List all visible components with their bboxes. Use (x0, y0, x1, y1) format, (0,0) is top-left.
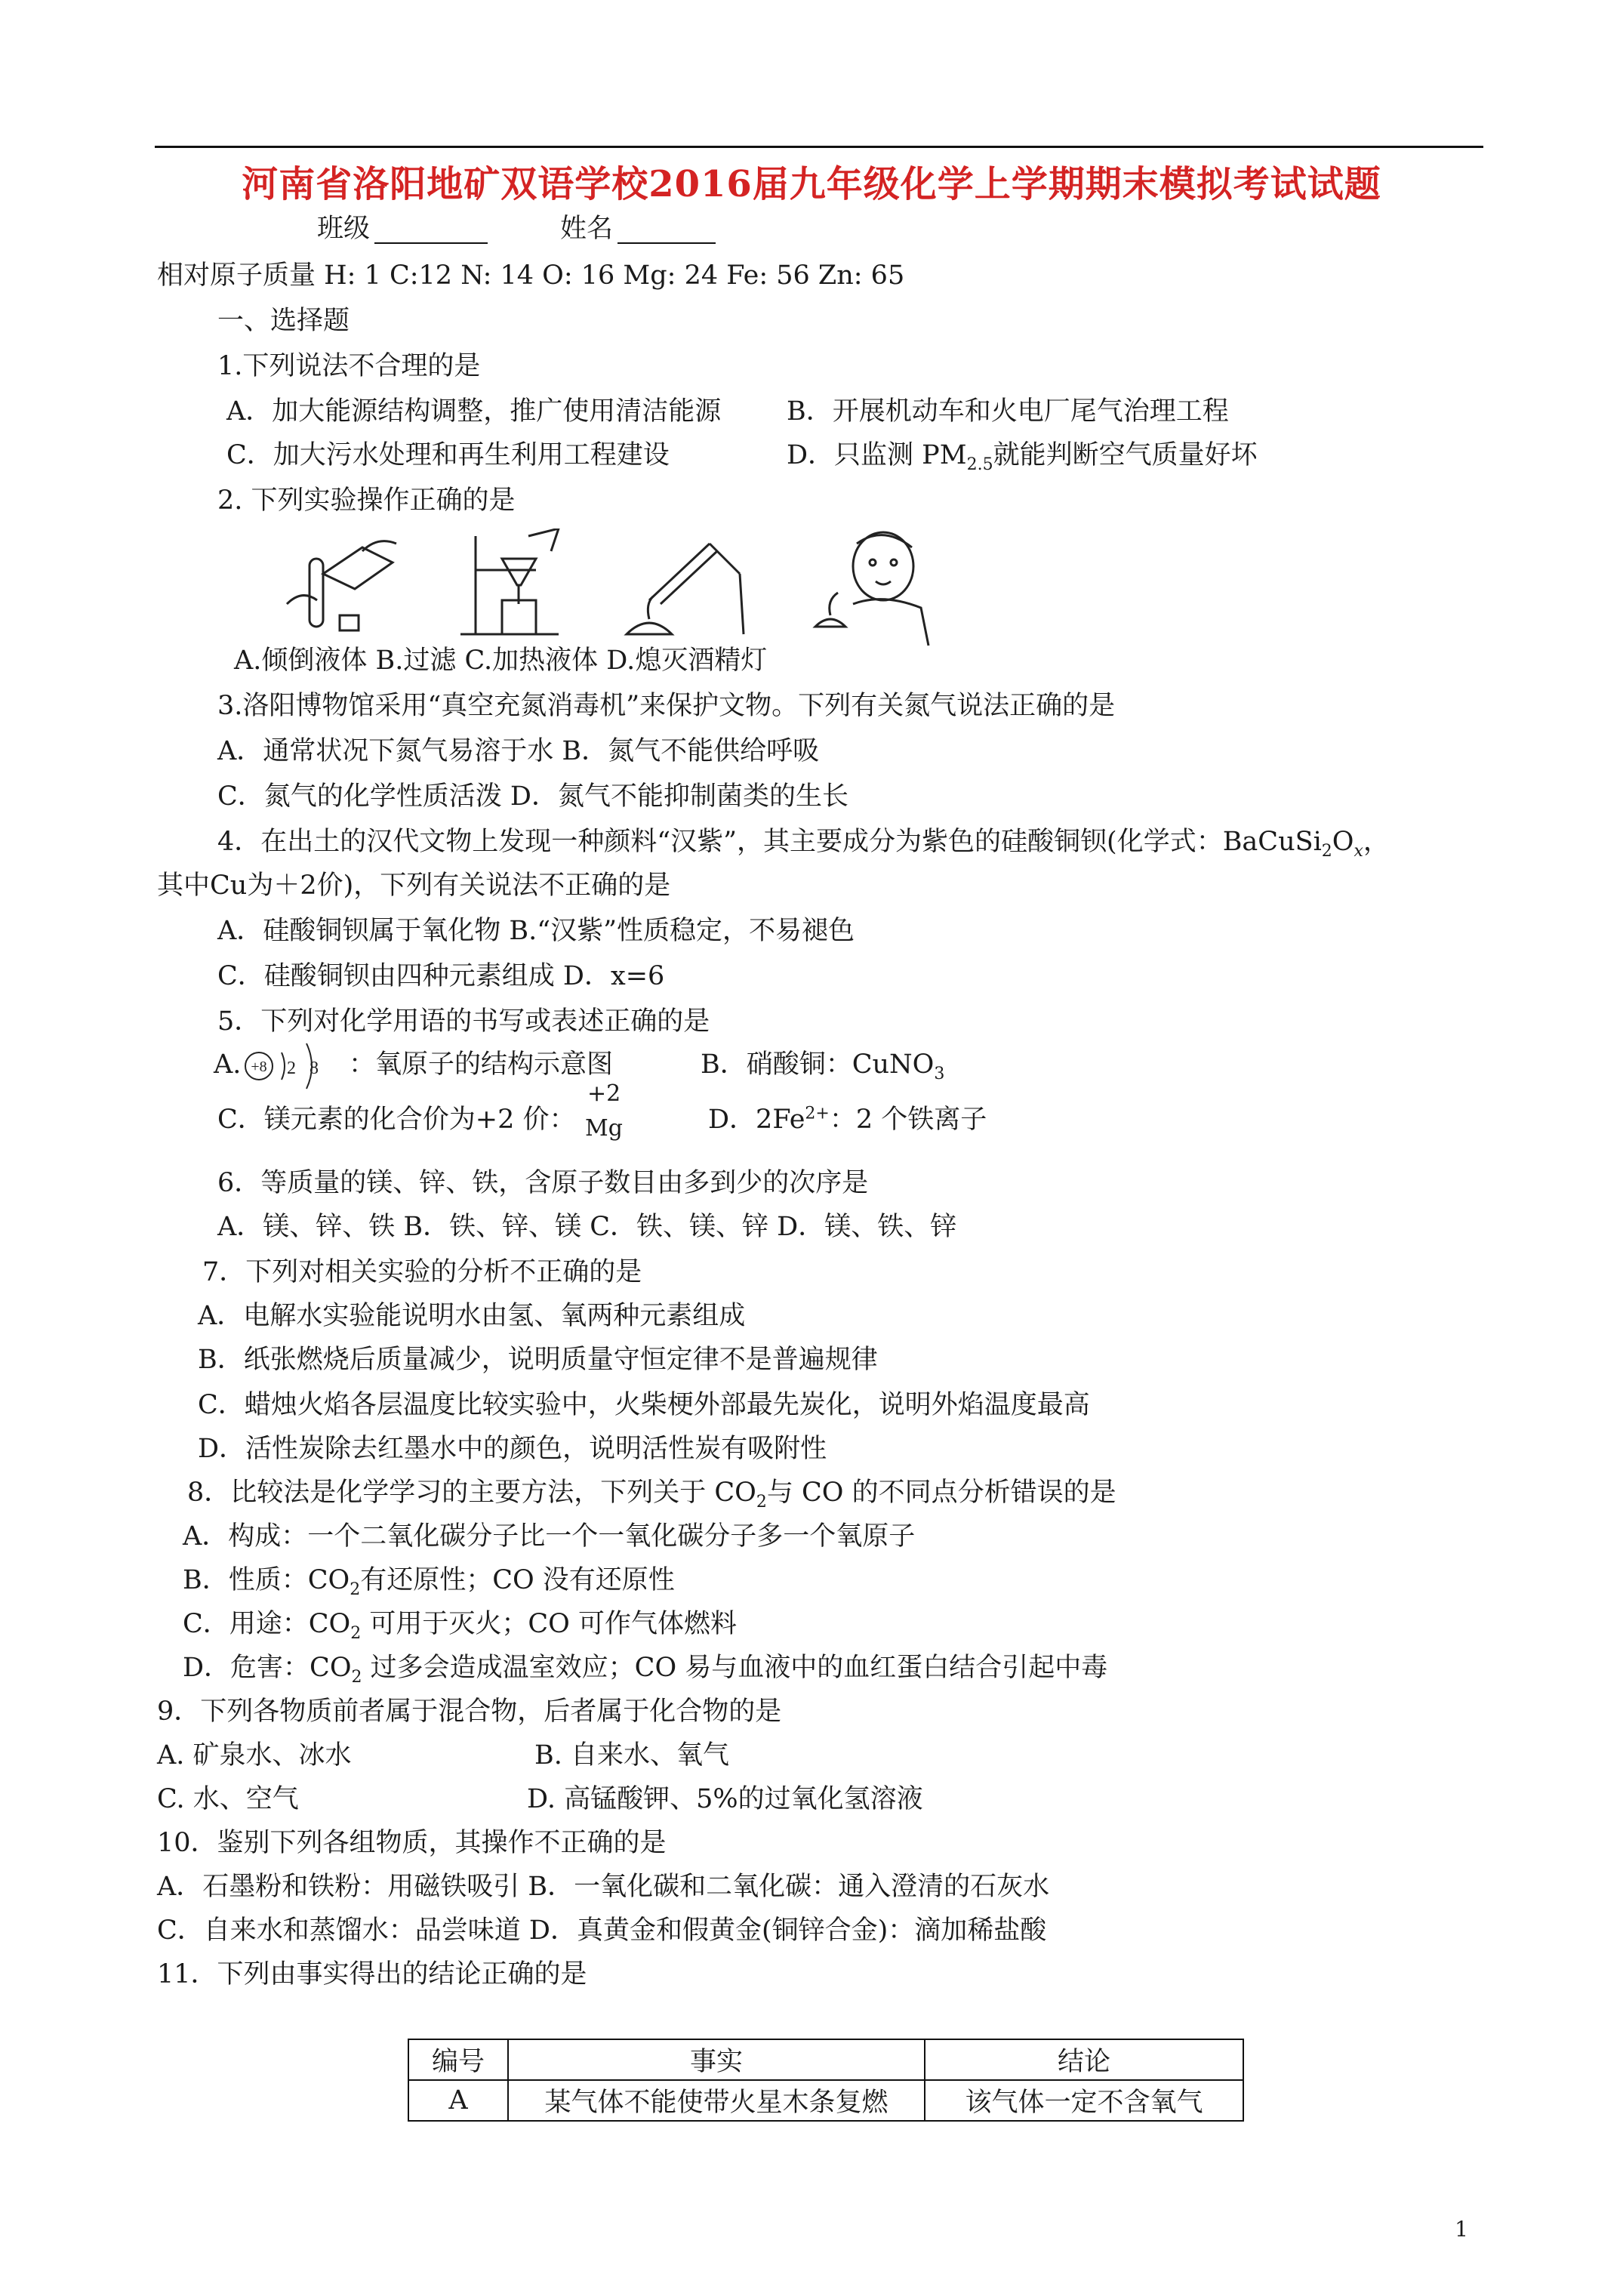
question-3-options-ab: A．通常状况下氮气易溶于水 B．氮气不能供给呼吸 (217, 736, 820, 766)
question-1-option-a: A．加大能源结构调整，推广使用清洁能源 (226, 396, 722, 427)
question-6-options: A．镁、锌、铁 B．铁、锌、镁 C．铁、镁、锌 D．镁、铁、锌 (217, 1212, 957, 1242)
question-3-stem: 3.洛阳博物馆采用“真空充氮消毒机”来保护文物。下列有关氮气说法正确的是 (217, 691, 1116, 721)
question-8-option-a: A．构成：一个二氧化碳分子比一个一氧化碳分子多一个氧原子 (183, 1521, 916, 1552)
question-4-stem-line1: 4．在出土的汉代文物上发现一种颜料“汉紫”，其主要成分为紫色的硅酸铜钡(化学式：$BaCuSi_2O_x$， (217, 827, 1390, 861)
svg-text:2: 2 (287, 1059, 296, 1078)
question-7-option-b: B．纸张燃烧后质量减少，说明质量守恒定律不是普遍规律 (198, 1345, 878, 1375)
question-7-stem: 7．下列对相关实验的分析不正确的是 (202, 1257, 642, 1287)
question-9-option-d: D. 高锰酸钾、5%的过氧化氢溶液 (527, 1784, 923, 1814)
question-8-stem: 8．比较法是化学学习的主要方法，下列关于 $CO_2$与 CO 的不同点分析错误的是 (187, 1478, 1116, 1512)
filtration-figure (445, 529, 574, 642)
table-header-row (408, 2039, 1243, 2080)
question-9-stem: 9．下列各物质前者属于混合物，后者属于化合物的是 (157, 1697, 782, 1727)
question-7-option-c: C．蜡烛火焰各层温度比较实验中，火柴梗外部最先炭化，说明外焰温度最高 (198, 1390, 1090, 1420)
page-title: 河南省洛阳地矿双语学校2016届九年级化学上学期期末模拟考试试题 (242, 163, 1381, 205)
table-header-cell: 结论 (925, 2039, 1243, 2080)
section-heading: 一、选择题 (217, 306, 350, 336)
question-7-option-d: D．活性炭除去红墨水中的颜色，说明活性炭有吸附性 (198, 1434, 827, 1464)
table-cell: 某气体不能使带火星木条复燃 (508, 2080, 925, 2121)
question-11-stem: 11．下列由事实得出的结论正确的是 (157, 1959, 587, 1989)
question-1-option-c: C．加大污水处理和再生利用工程建设 (226, 440, 670, 470)
table-header-cell: 编号 (408, 2039, 508, 2080)
question-8-option-b: B．性质：$CO_2$有还原性；CO 没有还原性 (183, 1565, 675, 1599)
question-10-options-ab: A．石墨粉和铁粉：用磁铁吸引 B．一氧化碳和二氧化碳：通入澄清的石灰水 (157, 1872, 1050, 1902)
question-6-stem: 6．等质量的镁、锌、铁，含原子数目由多到少的次序是 (217, 1168, 869, 1198)
facts-table (408, 2039, 1244, 2122)
question-8-option-c: C．用途：$CO_2$ 可用于灭火；CO 可作气体燃料 (183, 1609, 737, 1643)
question-1-option-b: B．开展机动车和火电厂尾气治理工程 (787, 396, 1229, 427)
table-header-cell: 事实 (508, 2039, 925, 2080)
question-5-option-c: C．镁元素的化合价为+2 价： (217, 1105, 576, 1135)
question-9-option-a: A. 矿泉水、冰水 (157, 1740, 352, 1771)
question-5-stem: 5．下列对化学用语的书写或表述正确的是 (217, 1006, 710, 1037)
question-5-option-b: B．硝酸铜：CuNO$_3$ (701, 1049, 945, 1083)
valence-element: Mg (585, 1115, 623, 1142)
question-1-option-d: D．只监测 $PM_{2.5}$就能判断空气质量好坏 (787, 440, 1258, 474)
top-rule (155, 146, 1483, 148)
question-2-options: A.倾倒液体 B.过滤 C.加热液体 D.熄灭酒精灯 (234, 646, 768, 676)
question-5-option-a: A. (214, 1049, 242, 1080)
extinguish-lamp-figure (800, 529, 944, 649)
class-label: 班级 (317, 214, 371, 244)
question-4-options-cd: C．硅酸铜钡由四种元素组成 D．x=6 (217, 961, 665, 991)
atomic-mass-line: 相对原子质量 H: 1 C:12 N: 14 O: 16 Mg: 24 Fe: 56 Zn: 65 (157, 260, 905, 291)
oxygen-atom-diagram (240, 1036, 338, 1096)
table-row (408, 2080, 1243, 2121)
question-5-option-d: D．$2Fe^{2+}$：2 个铁离子 (708, 1104, 987, 1135)
pouring-liquid-figure (272, 529, 408, 642)
question-4-options-ab: A．硅酸铜钡属于氧化物 B.“汉紫”性质稳定，不易褪色 (217, 916, 855, 946)
question-5-option-a-text: ：氧原子的结构示意图 (349, 1049, 614, 1080)
name-label: 姓名 (560, 214, 614, 244)
svg-text:+8: +8 (251, 1059, 267, 1075)
question-9-option-c: C. 水、空气 (157, 1784, 299, 1814)
name-field (560, 214, 716, 244)
class-blank[interactable] (374, 220, 488, 244)
question-10-stem: 10．鉴别下列各组物质，其操作不正确的是 (157, 1828, 667, 1858)
page-number: 1 (1455, 2217, 1468, 2242)
question-3-options-cd: C．氮气的化学性质活泼 D．氮气不能抑制菌类的生长 (217, 781, 848, 812)
name-blank[interactable] (617, 220, 716, 244)
question-1-stem: 1.下列说法不合理的是 (217, 351, 481, 381)
question-10-options-cd: C．自来水和蒸馏水：品尝味道 D．真黄金和假黄金(铜锌合金)：滴加稀盐酸 (157, 1915, 1047, 1946)
class-field (317, 214, 488, 244)
table-cell: 该气体一定不含氧气 (925, 2080, 1243, 2121)
question-4-stem-line2: 其中Cu为＋2价)，下列有关说法不正确的是 (157, 871, 671, 901)
valence-top: +2 (587, 1080, 621, 1107)
svg-text:8: 8 (310, 1059, 319, 1078)
question-2-stem: 2. 下列实验操作正确的是 (217, 485, 516, 516)
question-8-option-d: D．危害：$CO_2$ 过多会造成温室效应；CO 易与血液中的血红蛋白结合引起中毒 (183, 1653, 1108, 1687)
heating-liquid-figure (604, 529, 755, 642)
table-cell: A (408, 2080, 508, 2121)
question-9-option-b: B. 自来水、氧气 (534, 1740, 729, 1771)
question-7-option-a: A．电解水实验能说明水由氢、氧两种元素组成 (198, 1301, 746, 1331)
